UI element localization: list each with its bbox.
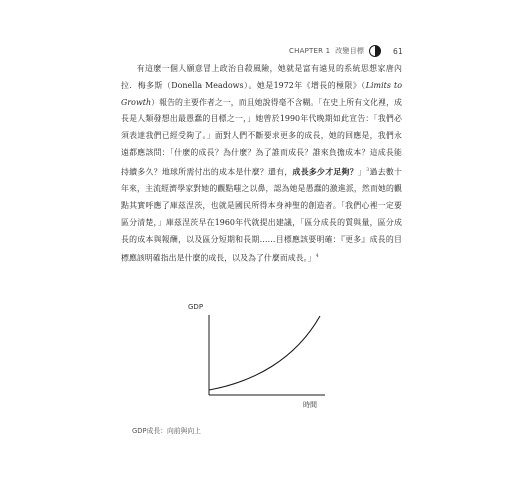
text-run: ）報告的主要作者之一，而且她說得毫不含糊。「在史上所有文化裡，成長是人類發想出最愚蠢的目標之一，」她曾於1990年代晚期如此宣告：「我們必須表達我們已經受夠了。」面對人們不斷要求更多的成長，她的回應是，我們永遠都應該問：「什麼的成長？為什麼？為了誰而成長？誰來負擔成本？這成長能持續多久？地球所需付出的成本是什麼？還有， [121, 97, 402, 177]
gdp-growth-diagram [183, 302, 343, 422]
chapter-title: 改變目標 [335, 47, 365, 55]
body-paragraph [121, 61, 402, 268]
page-number: 61 [393, 46, 403, 56]
gdp-growth-figure [183, 302, 343, 422]
x-axis-label: 時間 [303, 401, 317, 409]
book-title-english: Limits to Growth [121, 80, 402, 107]
text-run: 」 [357, 167, 367, 177]
text-run: ）。她是1972年《增長的極限》（ [243, 80, 366, 90]
figure-caption: GDP成長：向前與向上 [132, 427, 201, 435]
text-run: Donella Meadows [171, 80, 244, 90]
running-header [289, 44, 403, 58]
footnote-mark: 4 [315, 253, 319, 260]
chapter-label: CHAPTER 1 [289, 47, 331, 55]
y-axis-label: GDP [188, 303, 204, 311]
text-run: 有這麼一個人願意冒上政治自殺風險，她就是富有遠見的系統思想家唐內拉．梅多斯（ [121, 64, 402, 90]
text-run: 過去數十年來，主流經濟學家對她的觀點嗤之以鼻，認為她是愚蠢的激進派，然而她的觀點其實呼應了庫茲涅茨，也就是國民所得本身神聖的創造者。「我們心裡一定要區分清楚，」庫茲涅茨早在1960年代就提出建議，「區分成長的質與量，區分成長的成本與報酬，以及區分短期和長期……目標應該要明確：『更多』成長的目標應該明確指出是什麼的成長，以及為了什麼而成長。」 [121, 167, 402, 264]
bold-question: 成長多少才足夠？ [292, 167, 358, 177]
growth-curve [209, 316, 320, 390]
footnote-mark: 3 [366, 166, 370, 173]
half-circle-icon [369, 45, 381, 57]
body-text [121, 61, 402, 268]
